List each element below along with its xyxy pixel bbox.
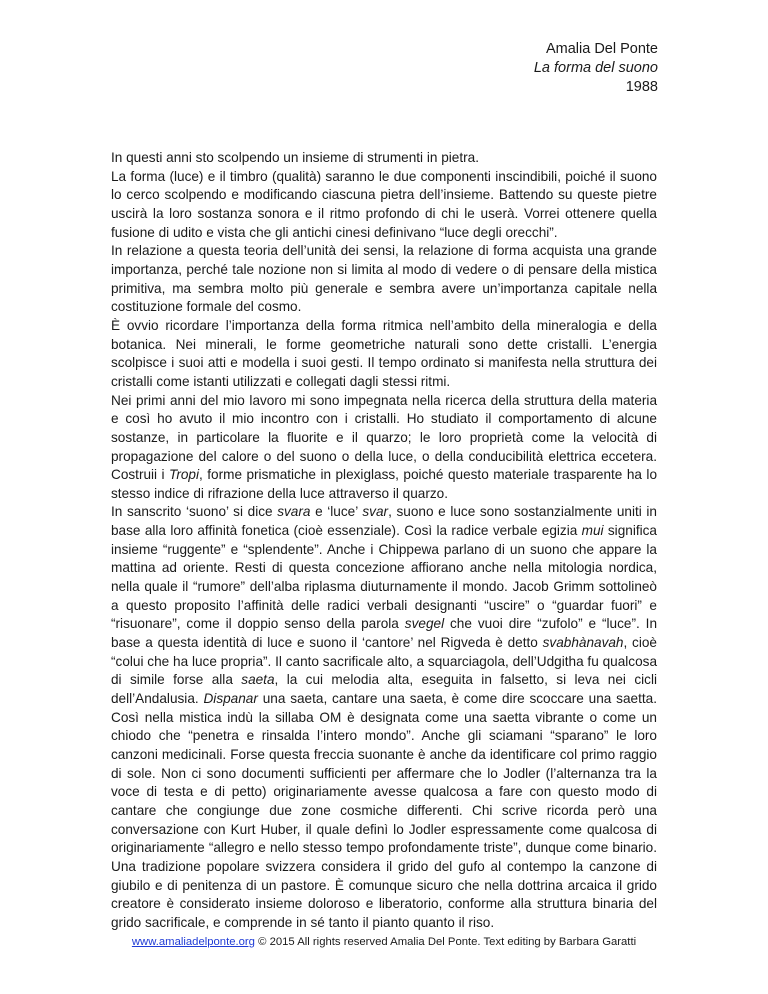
italic-term: Dispanar [203, 691, 258, 707]
paragraph [111, 242, 657, 317]
paragraph [111, 149, 657, 168]
paragraph [111, 503, 657, 932]
copyright-text: © 2015 All rights reserved Amalia Del Ponte. Text editing by Barbara Garatti [254, 936, 637, 948]
italic-term: svara [277, 504, 311, 520]
italic-term: svar [362, 504, 389, 520]
text-run: e ‘luce’ [310, 504, 363, 520]
text-run: , cioè “colui che ha luce propria”. Il canto sacrificale alto, a squarciagola, dell’Udgitha fu qualcosa di simile forse alla [111, 635, 657, 688]
paragraph [111, 168, 657, 243]
text-run: , forme prismatiche in plexiglass, poiché questo materiale trasparente ha lo stesso indice di rifrazione della luce attraverso il quarzo. [111, 467, 658, 501]
italic-term: saeta [241, 672, 275, 688]
body-text [111, 149, 657, 933]
text-run: , la cui melodia alta, eseguita in falsetto, si leva nei cicli dell’Andalusia. [111, 672, 657, 707]
document-title: La forma del suono [533, 60, 658, 76]
document-year: 1988 [625, 79, 658, 95]
text-run: che vuoi dire “zufolo” e “luce”. In base a questa identità di luce e suono il ‘cantore’ nel Rigveda è detto [111, 616, 658, 651]
italic-term: Tropi [169, 467, 200, 483]
document-header [534, 40, 658, 97]
italic-term: mui [581, 523, 604, 539]
text-run: , suono e luce sono sostanzialmente uniti in base alla loro affinità fonetica (cioè essenziale). Così la radice verbale egizia [111, 504, 657, 539]
text-run: È ovvio ricordare l’importanza della forma ritmica nell’ambito della mineralogia e della botanica. Nei minerali, le forme geometriche naturali sono dette cristalli. L’energia scolpisce i suoi atti e modella i suoi gesti. Il tempo ordinato si manifesta nella struttura dei cristalli come istanti utilizzati e collegati dagli stessi ritmi. [111, 317, 657, 389]
text-run: In questi anni sto scolpendo un insieme di strumenti in pietra. [111, 150, 479, 165]
text-run: significa insieme “ruggente” e “splendente”. Anche i Chippewa parlano di un suono che appare la mattina ad oriente. Resti di questa concezione affiorano anche nella mitologia nordica, nella quale il “rumore” dell’alba riplasma diuturnamente il mondo. Jacob Grimm sottolineò a questo proposito l’affinità delle radici verbali designanti “uscire” o “guardar fuori” e “risuonare”, come il doppio senso della parola [111, 523, 657, 632]
website-link[interactable]: www.amaliadelponte.org [131, 936, 255, 948]
paragraph [111, 392, 657, 504]
text-run: In sanscrito ‘suono’ si dice [111, 504, 278, 520]
paragraph [111, 317, 657, 392]
text-run: La forma (luce) e il timbro (qualità) saranno le due componenti inscindibili, poiché il suono lo cerco scolpendo e modificando ciascuna pietra dell’insieme. Battendo su queste pietre uscirà la loro sostanza sonora e il ritmo profondo di chi le userà. Vorrei ottenere quella fusione di udito e vista che gli antichi cinesi definivano “luce degli orecchi”. [111, 168, 657, 240]
footer [0, 936, 768, 948]
text-run: In relazione a questa teoria dell’unità dei sensi, la relazione di forma acquista una grande importanza, perché tale nozione non si limita al modo di vedere o di pensare della mistica primitiva, ma sembra molto più generale e sembra avere un’importanza capitale nella costituzione formale del cosmo. [111, 243, 657, 315]
text-run: una saeta, cantare una saeta, è come dire scoccare una saetta. Così nella mistica indù la sillaba OM è designata come una saetta vibrante o come un chiodo che “penetra e rinsalda l’intero mondo”. Anche gli sciamani “sparano” le loro canzoni medicinali. Forse questa freccia suonante è anche da identificare col primo raggio di sole. Non ci sono documenti sufficienti per affermare che lo Jodler (l’alternanza tra la voce di testa e di petto) originariamente avesse qualcosa a fare con questo modo di cantare che congiunge due zone cosmiche differenti. Chi scrive ricorda però una conversazione con Kurt Huber, il quale definì lo Jodler espressamente come qualcosa di originariamente “allegro e nello stesso tempo profondamente triste”, dunque come binario. Una tradizione popolare svizzera considera il grido del gufo al contempo la canzone di giubilo e di penitenza di un pastore. È comunque sicuro che nella dottrina arcaica il grido creatore è considerato insieme doloroso e liberatorio, conforme alla struttura binaria del grido sacrificale, e comprende in sé tanto il pianto quanto il riso. [111, 691, 657, 930]
author-name: Amalia Del Ponte [545, 41, 658, 57]
text-run: Nei primi anni del mio lavoro mi sono impegnata nella ricerca della struttura della materia e così ho avuto il mio incontro con i cristalli. Ho studiato il comportamento di alcune sostanze, in particolare la fluorite e il quarzo; le loro proprietà come la velocità di propagazione del calore o del suono o della luce, o della conducibilità elettrica eccetera. Costruii i [111, 392, 657, 483]
italic-term: svegel [404, 616, 445, 632]
italic-term: svabhànavah [542, 635, 624, 651]
